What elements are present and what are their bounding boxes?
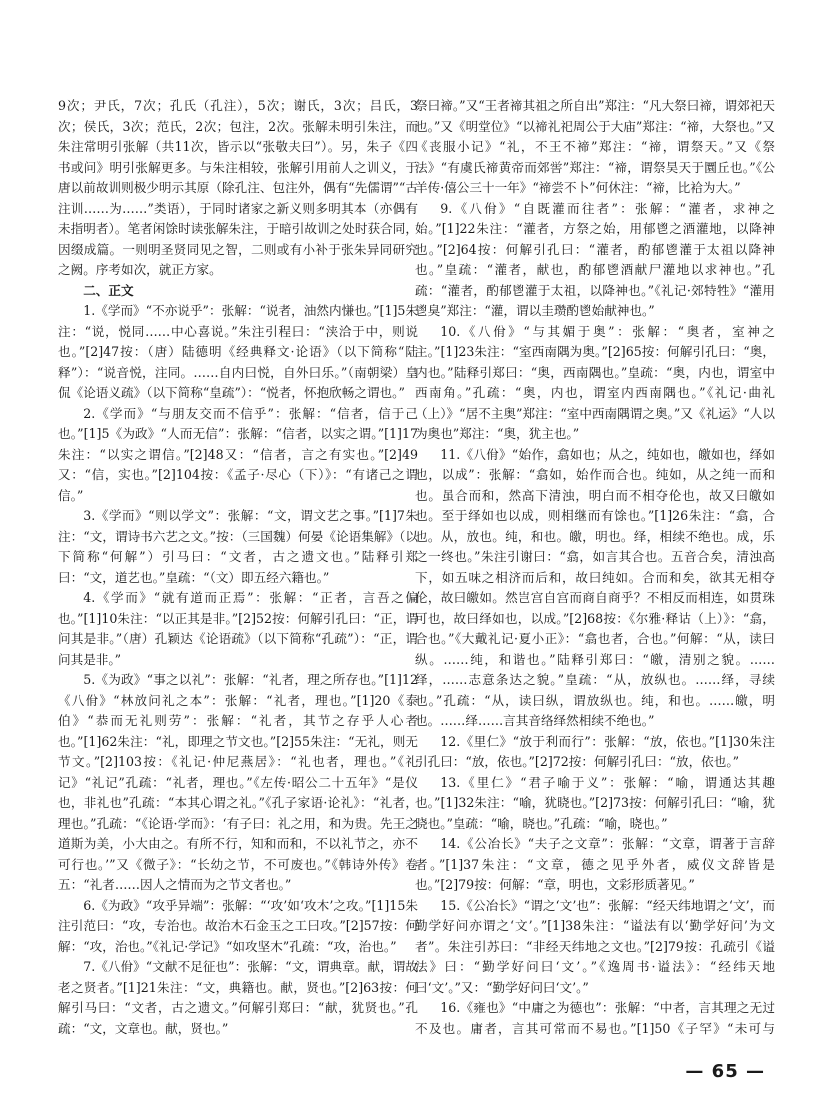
entry-paragraph: 15.《公冶长》“谓之‘文’也”：张解：“经天纬地谓之‘文’，而勤学好问亦谓之‘文’。”[1]38朱注：“谥法有以‘勤学好问’为文者”。朱注引苏曰：“非经天纬地之文也。”[2]79按：孔疏引《谥法》曰：“勤学好问曰‘文’。”《逸周书·谥法》：“经纬天地曰‘文’。”又：“勤学好问曰‘文’。” — [415, 897, 775, 995]
entry-paragraph: 9.《八佾》“自既灌而往者”：张解：“灌者，求神之始。”[1]22朱注：“灌者，方祭之始，用郁鬯之酒灌地，以降神也。”[2]64按：何解引孔曰：“灌者，酌郁鬯灌于太祖以降神也。”皇疏：“灌者，献也，酌郁鬯酒献尸灌地以求神也。”孔疏：“灌者，酌郁鬯灌于太祖，以降神也。”《礼记·郊特牲》“灌用鬯臭”郑注：“灌，谓以圭瓒酌鬯始献神也。” — [415, 200, 775, 318]
page-number: — 65 — — [685, 1061, 765, 1082]
right-column — [415, 96, 775, 1036]
entry-paragraph: 1.《学而》“不亦说乎”：张解：“说者，油然内慊也。”[1]5朱注：“说，悦同……中心喜说。”朱注引程曰：“浃洽于中，则说也。”[2]47按：（唐）陆德明《经典释文·论语》（以下简称“陆释”）：“说音悦，注同。……自内曰悦，自外曰乐。”（南朝梁）皇侃《论语义疏》（以下简称“皇疏”）：“悦者，怀抱欣畅之谓也。” — [58, 303, 418, 400]
entry-paragraph: 11.《八佾》“始作，翕如也；从之，纯如也，皦如也，绎如也，以成”：张解：“翕如，始作而合也。纯如，从之纯一而和也。虽合而和，然高下清浊，明白而不相夺伦也，故又曰皦如也。至于绎如也以成，则相继而有馀也。”[1]26朱注：“翕，合也。从，放也。纯，和也。皦，明也。绎，相续不绝也。成，乐之一终也。”朱注引谢曰：“翕，如言其合也。五音合矣，清浊高下，如五味之相济而后和，故曰纯如。合而和矣，欲其无相夺伦，故曰皦如。然岂宫自宫而商自商乎？不相反而相连，如贯珠可也，故曰绎如也，以成。”[2]68按：《尔雅·释诂（上）》：“翕，合也。”《大戴礼记·夏小正》：“翕也者，合也。”何解：“从，读曰纵。……纯，和谐也。”陆释引郑曰：“皦，清别之貌。……绎，……志意条达之貌。”皇疏：“从，放纵也。……绎，寻续也。”孔疏：“从，读曰纵，谓放纵也。纯，和也。……皦，明也。……绎……言其音络绎然相续不绝也。” — [415, 446, 775, 728]
entry-paragraph-continued: 祭曰禘。”又“王者禘其祖之所自出”郑注：“凡大祭曰禘，谓郊祀天也。”又《明堂位》“以禘礼祀周公于大庙”郑注：“禘，大祭也。”又《丧服小记》“礼，不王不禘”郑注：“禘，谓祭天。”又《祭法》“有虞氏禘黄帝而郊喾”郑注：“禘，谓祭昊天于圜丘也。”《公羊传·僖公三十一年》“禘尝不卜”何休注：“禘，比袷为大。” — [415, 98, 775, 195]
entry-paragraph: 10.《八佾》“与其媚于奥”：张解：“奥者，室神之主。”[1]23朱注：“室西南隅为奥。”[2]65按：何解引孔曰：“奥，内也。”陆释引郑曰：“奥，西南隅也。”皇疏：“奥，内也，谓室中西南角。”孔疏：“奥，内也，谓室内西南隅也。”《礼记·曲礼（上）》“居不主奥”郑注：“室中西南隅谓之奥。”又《礼运》“人以为奥也”郑注：“奥，犹主也。” — [415, 323, 775, 441]
entry-paragraph: 12.《里仁》“放于利而行”：张解：“放，依也。”[1]30朱注引孔曰：“放，依也。”[2]72按：何解引孔曰：“放，依也。” — [415, 733, 775, 769]
entry-paragraph: 7.《八佾》“文献不足征也”：张解：“文，谓典章。献，谓故老之贤者。”[1]21朱注：“文，典籍也。献，贤也。”[2]63按：何解引马曰：“文者，古之遗文。”何解引郑曰：“献，犹贤也。”孔疏：“文，文章也。献，贤也。” — [58, 959, 418, 1036]
entry-paragraph: 2.《学而》“与朋友交而不信乎”：张解：“信者，信于己也。”[1]5《为政》“人而无信”：张解：“信者，以实之谓。”[1]17朱注：“以实之谓信。”[2]48又：“信者，言之有实也。”[2]49又：“信，实也。”[2]104按：《孟子·尽心（下）》：“有诸己之谓信。” — [58, 405, 418, 503]
section-heading: 二、正文 — [83, 282, 134, 298]
entry-paragraph: 16.《雍也》“中庸之为德也”：张解：“中者，言其理之无过不及也。庸者，言其可常而不易也。”[1]50《子罕》“未可与 — [415, 1000, 775, 1036]
entry-paragraph: 4.《学而》“就有道而正焉”：张解：“正者，言吾之偏也。”[1]10朱注：“以正其是非。”[2]52按：何解引孔曰：“正，谓问其是非。”（唐）孔颖达《论语疏》（以下简称“孔疏”）：“正，谓问其是非。” — [58, 590, 418, 667]
intro-paragraph: 9次；尹氏，7次；孔氏（孔注），5次；谢氏，3次；吕氏，3次；侯氏，3次；范氏，2次；包注，2次。张解未明引朱注，而朱注常明引张解（共11次，皆示以“张敬夫曰”）。另，朱子《四书或问》明引张解更多。与朱注相较，张解引用前人之训义，于唐以前故训则极少明示其原（除孔注、包注外，偶有“先儒谓”“古注训……为……”类语），于同时诸家之新义则多明其本（亦偶有未指明者）。笔者闲馀时读张解朱注，于暗引故训之处时获合同，因缀成篇。一则明圣贤同见之智，二则或有小补于张朱异同研究之阙。序考如次，就正方家。 — [58, 98, 418, 277]
entry-paragraph: 14.《公冶长》“夫子之文章”：张解：“文章，谓著于言辞者。”[1]37朱注：“文章，德之见乎外者，威仪文辞皆是也。”[2]79按：何解：“章，明也，文彩形质著见。” — [415, 836, 775, 892]
entry-paragraph: 3.《学而》“则以学文”：张解：“文，谓文艺之事。”[1]7朱注：“文，谓诗书六艺之文。”按：（三国魏）何晏《论语集解》（以下简称“何解”）引马曰：“文者，古之遗文也。”陆释引郑曰：“文，道艺也。”皇疏：“（文）即五经六籍也。” — [58, 508, 418, 585]
entry-paragraph: 5.《为政》“事之以礼”：张解：“礼者，理之所存也。”[1]12《八佾》“林放问礼之本”：张解：“礼者，理也。”[1]20《泰伯》“恭而无礼则劳”：张解：“礼者，其节之存乎人心者也。”[1]62朱注：“礼，即理之节文也。”[2]55朱注：“无礼，则无节文。”[2]103按：《礼记·仲尼燕居》：“礼也者，理也。”《礼记》“礼记”孔疏：“礼者，理也。”《左传·昭公二十五年》“是仪也，非礼也”孔疏：“本其心谓之礼。”《孔子家语·论礼》：“礼者，理也。”孔疏：“《论语·学而》：‘有子曰：礼之用，和为贵。先王之道斯为美，小大由之。有所不行，知和而和，不以礼节之，亦不可行也。’”又《微子》：“长幼之节，不可废也。”《韩诗外传》卷五：“礼者……因人之情而为之节文者也。” — [58, 672, 418, 892]
left-column — [58, 96, 418, 1036]
entry-paragraph: 6.《为政》“攻乎异端”：张解：“‘攻’如‘攻木’之攻。”[1]15朱注引范曰：“攻，专治也。故治木石金玉之工曰攻。”[2]57按：何解：“攻，治也。”《礼记·学记》“如攻坚木”孔疏：“攻，治也。” — [58, 897, 418, 954]
entry-paragraph: 13.《里仁》“君子喻于义”：张解：“喻，谓通达其趣也。”[1]32朱注：“喻，犹晓也。”[2]73按：何解引孔曰：“喻，犹晓也。”皇疏：“喻，晓也。”孔疏：“喻，晓也。” — [415, 774, 775, 831]
